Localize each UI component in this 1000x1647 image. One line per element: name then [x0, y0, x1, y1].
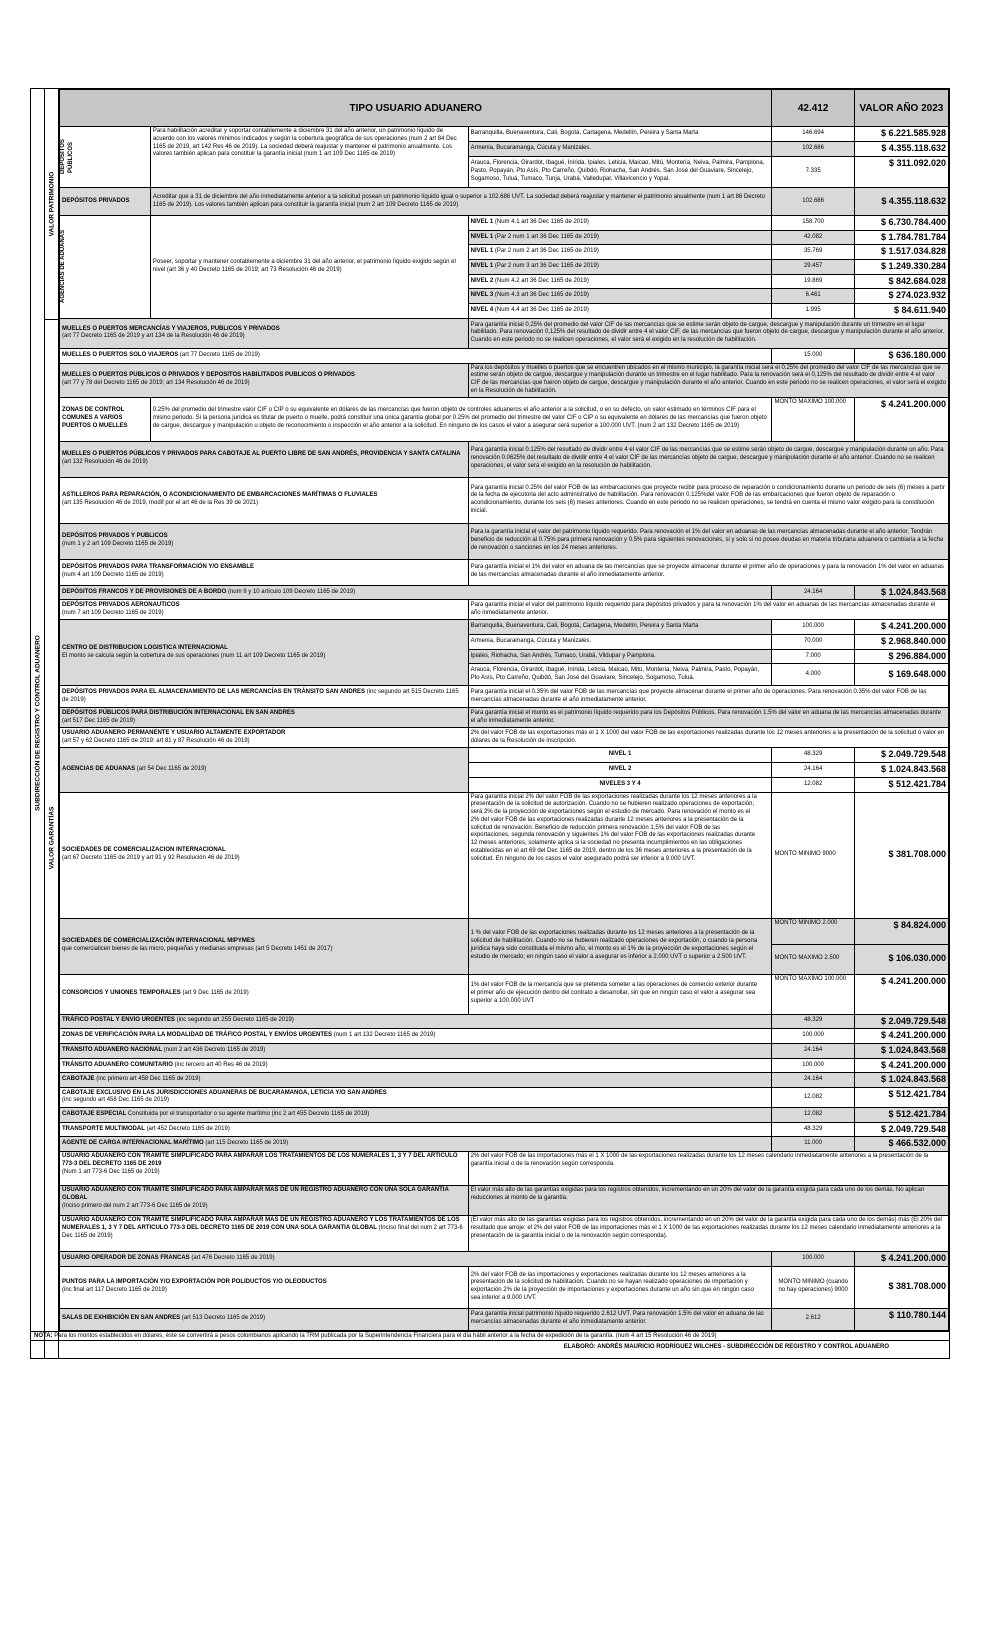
dep-priv-amt: $ 4.355.118.632	[854, 188, 948, 216]
agencias-uvt-6: 6.461	[772, 289, 854, 304]
poliductos-amt: $ 381.708.000	[854, 1266, 948, 1308]
agencias-g-nivel-1: NIVEL 1	[468, 748, 772, 763]
agencias-nivel-row-6: NIVEL 3 (Num 4.3 art 36 Dec 1165 de 2019)	[468, 289, 772, 304]
agencias-g-amt-3: $ 512.421.784	[854, 777, 948, 792]
dep-pub-amt-1: $ 6.221.585.928	[854, 127, 948, 142]
agencias-uvt-5: 19.869	[772, 274, 854, 289]
agencias-amt-4: $ 1.249.330.284	[854, 260, 948, 275]
agencias-amt-2: $ 1.784.781.784	[854, 230, 948, 245]
simple-row-6: CABOTAJE ESPECIAL Constituida por el transportador o su agente marítimo (inc 2 art 455 Decreto 1165 de 2019)	[60, 1107, 772, 1122]
agencias-uvt-3: 35.769	[772, 245, 854, 260]
dep-transf-desc: Para garantía inicial el 1% del valor en aduana de las mercancías que se proyecte almacenar durante el primer año de operaciones y para la renovación 1% del valor en aduanas de las mercancías almacenadas durante el año inmediatamente anterior.	[468, 559, 948, 585]
simple-row-1: TRÁFICO POSTAL Y ENVIO URGENTES (inc segundo art 255 Decreto 1165 de 2019)	[60, 1014, 772, 1029]
agencias-nivel-row-5: NIVEL 2 (Num 4.2 art 36 Dec 1165 de 2019)	[468, 274, 772, 289]
dep-francos-label: DEPÓSITOS FRANCOS Y DE PROVISIONES DE A BORDO (num 9 y 10 artículo 109 Decreto 1165 de 2019)	[60, 585, 772, 600]
cdli-loc-2: Armenia, Bucaramanga, Cúcuta y Manizales.	[468, 635, 772, 650]
sci-mipymes-amt-min: $ 84.824.000	[854, 918, 948, 944]
side-label-valor-patrimonio: VALOR PATRIMONIO	[45, 89, 59, 320]
simple-row-3: TRANSITO ADUANERO NACIONAL (num 2 art 436 Decreto 1165 de 2019)	[60, 1043, 772, 1058]
zonas-desc: 0.25% del promedio del trimestre valor CIF o CIP o su equivalente en dólares de las mercancías que fueron objeto de controles aduaneros el año anterior a la solicitud, o en su defecto, un valor estimado en términos CIF para el mismo periodo. Si la persona jurídica es titular de puerto o muelle, podrá constituir una única garantía global por 0.25% del promedio del trimestre del valor CIF o CIP o su equivalente en dólares de las mercancías que fueron objeto de cargue, descargue y manipulación u objeto de reconocimiento o inspección el año anterior a la solicitud. En ninguno de los casos el valor a asegurar será superior a 100.000 UVT. (num 2 art 132 Decreto 1165 de 2019)	[150, 397, 772, 441]
cabotaje-sa-desc: Para garantía inicial 0.125% del resultado de dividir entre 4 el valor CIF de las mercancías que se estime serán objeto de cargue, descargue y manipulación durante un año. Para renovación 0.0625% del resultado de dividir entre 4 el valor CIF de las mercancías objeto de cargue, descargue y manipulación durante el año anterior. Cuando no se realicen operaciones, el valor será el exigido en la resolución de habilitación.	[468, 441, 948, 477]
muelles3-label: MUELLES O PUERTOS PUBLICOS O PRIVADOS Y DEPOSITOS HABILITADOS PUBLICOS O PRIVADOS (art 77 y 78 del Decreto 1165 de 2019; art 134 Resolución 46 de 2019)	[60, 363, 469, 397]
header-title: TIPO USUARIO ADUANERO	[60, 90, 772, 127]
dep-pub-amt-3: $ 311.092.020	[854, 157, 948, 188]
simple-row-5-uvt: 24.164	[772, 1073, 854, 1088]
dep-pub-dist-label: DEPÓSITOS PÚBLICOS PARA DISTRIBUCIÓN INTERNACIONAL EN SAN ANDRES (art 517 Dec 1165 de 2019)	[60, 708, 469, 728]
consorcios-amt: $ 4.241.200.000	[854, 974, 948, 1014]
simple-row-3-amt: $ 1.024.843.568	[854, 1043, 948, 1058]
agencias-g-label: AGENCIAS DE ADUANAS (art 54 Dec 1165 de 2019)	[60, 748, 469, 792]
consorcios-label: CONSORCIOS Y UNIONES TEMPORALES (art 9 Dec 1165 de 2019)	[60, 974, 469, 1014]
simple-row-1-uvt: 48.329	[772, 1014, 854, 1029]
zonas-francas-uvt: 100.000	[772, 1252, 854, 1267]
agencias-g-nivel-2: NIVEL 2	[468, 763, 772, 778]
agencias-uvt-1: 158.700	[772, 216, 854, 231]
poliductos-label: PUNTOS PARA LA IMPORTACIÓN Y/O EXPORTACIÓN POR POLIDUCTOS Y/O OLEODUCTOS (inc final art 117 Decreto 1165 de 2019)	[60, 1266, 469, 1308]
zonas-amt: $ 4.241.200.000	[854, 397, 948, 441]
simple-row-4-amt: $ 4.241.200.000	[854, 1058, 948, 1073]
simple-row-7-uvt: 48.329	[772, 1122, 854, 1137]
simple-row-6-uvt: 12.082	[772, 1107, 854, 1122]
simple-row-8: AGENTE DE CARGA INTERNACIONAL MARÍTIMO (art 115 Decreto 1165 de 2019)	[60, 1137, 772, 1152]
agencias-desc: Poseer, soportar y mantener contablemente a diciembre 31 del año anterior, el patrimonio líquido exigido según el nivel (art 36 y 40 Decreto 1165 de 2019; art 73 Resolución 46 de 2019)	[150, 216, 468, 319]
cdli-loc-1: Barranquilla, Buenaventura, Cali, Bogotá, Cartagena, Medellín, Pereira y Santa Marta	[468, 620, 772, 635]
agencias-amt-3: $ 1.517.034.828	[854, 245, 948, 260]
header-valor: VALOR AÑO 2023	[854, 90, 948, 127]
muelles2-uvt: 15.000	[772, 348, 854, 363]
agencias-amt-6: $ 274.023.932	[854, 289, 948, 304]
zonas-uvt: MONTO MAXIMO 100.000	[772, 397, 854, 441]
dep-priv-pub-desc: Para la garantía inicial el valor del patrimonio líquido requerido. Para renovación el 1% del valor en aduanas de las mercancías almacenadas durante el año anterior. Tendrán beneficio de reducción al 0.75% para primera renovación y 0.5% para siguientes renovaciones, si y solo si no posee deudas en materia tributaria aduanera o cambiaria a la fecha de renovación o sanciones en los 24 meses anteriores.	[468, 523, 948, 559]
agencias-uvt-4: 29.457	[772, 260, 854, 275]
uap-label: USUARIO ADUANERO PERMANENTE Y USUARIO ALTAMENTE EXPORTADOR (art 57 y 62 Decreto 1165 de 2019; art 81 y 87 Resolución 46 de 2019)	[60, 728, 469, 748]
astilleros-label: ASTILLEROS PARA REPARACIÓN, O ACONDICIONAMIENTO DE EMBARCACIONES MARÍTIMAS O FLUVIALES (art 135 Resolución 46 de 2019, modif por el art 46 de la Res 39 de 2021)	[60, 477, 469, 523]
dep-pub-label-cell	[60, 127, 151, 188]
agencias-amt-7: $ 84.611.940	[854, 304, 948, 319]
dep-pub-dist-desc: Para garantía inicial el monto es el patrimonio líquido requerido para los Depósitos Públicos. Para renovación 1.5% del valor en aduana de las mercancías almacenadas durante el año inmediatamente anterior.	[468, 708, 948, 728]
cdli-amt-2: $ 2.968.840.000	[854, 635, 948, 650]
zonas-label: ZONAS DE CONTROL COMUNES A VARIOS PUERTOS O MUELLES	[60, 397, 151, 441]
agencias-nivel-row-4: NIVEL 1 (Par 2 num 3 art 36 Dec 1165 de 2019)	[468, 260, 772, 275]
simple-row-2-uvt: 100.000	[772, 1029, 854, 1044]
dep-priv-uvt: 102.686	[772, 188, 854, 216]
cab-excl-label: CABOTAJE EXCLUSIVO EN LAS JURISDICCIONES ADUANERAS DE BUCARAMANGA, LETICIA Y/O SAN ANDRES (inc segundo art 458 Dec 1165 de 2019)	[60, 1087, 772, 1107]
dep-pub-uvt-1: 146.694	[772, 127, 854, 142]
dep-pub-uvt-3: 7.335	[772, 157, 854, 188]
sci-amt: $ 381.708.000	[854, 792, 948, 918]
simple-row-2: ZONAS DE VERIFICACIÓN PARA LA MODALIDAD DE TRÁFICO POSTAL Y ENVÍOS URGENTES (num 1 art 132 Decreto 1165 de 2019)	[60, 1029, 772, 1044]
muelles2-label: MUELLES O PUERTOS SOLO VIAJEROS (art 77 Decreto 1165 de 2019)	[60, 348, 772, 363]
agencias-g-amt-1: $ 2.049.729.548	[854, 748, 948, 763]
simp1-desc: 2% del valor FOB de las importaciones más el 1 X 1000 de las exportaciones realizadas durante los 12 meses calendario inmediatamente anteriores a la presentación de la garantía inicial o de la renovación según corresponda.	[468, 1152, 948, 1186]
dep-pub-loc-3: Arauca, Florencia, Girardot, Ibagué, Inírida, Ipiales, Leticia, Maicao, Mitú, Montería, Neiva, Palmira, Pamplona, Pasto, Popayán, Pto Asís, Pto Carreño, Quibdó, Riohacha, San Andrés, San José del Guaviare, Sincelejo, Sogamoso, Tuluá, Tumaco, Tunja, Urabá, Valledupar, Villavicencio y Yopal.	[468, 157, 772, 188]
simple-row-8-amt: $ 466.532.000	[854, 1137, 948, 1152]
consorcios-uvt: MONTO MAXIMO 100.000	[772, 974, 854, 1014]
dep-francos-amt: $ 1.024.843.568	[854, 585, 948, 600]
cdli-uvt-2: 70.000	[772, 635, 854, 650]
cdli-amt-3: $ 296.884.000	[854, 649, 948, 664]
simp3-label: USUARIO ADUANERO CON TRAMITE SIMPLIFICADO PARA AMPARAR MAS DE UN REGISTRO ADUANERO Y LOS TRATAMIENTOS DE LOS NUMERALES 1, 3 Y 7 DEL ARTICULO 773-3 DEL DECRETO 1165 DE 2019 CON UNA SOLA GARANTIA GLOBAL (Inciso final del num 2 art 773-6 Dec 1165 de 2019)	[60, 1216, 469, 1252]
dep-transito-label: DEPÓSITOS PRIVADOS PARA EL ALMACENAMIENTO DE LAS MERCANCÍAS EN TRÁNSITO SAN ANDRES (inc segundo art 515 Decreto 1165 de 2019)	[60, 686, 469, 708]
salas-amt: $ 110.780.144	[854, 1308, 948, 1330]
simple-row-7-amt: $ 2.049.729.548	[854, 1122, 948, 1137]
dep-transf-label: DEPÓSITOS PRIVADOS PARA TRANSFORMACIÓN Y/O ENSAMBLE (num 4 art 109 Decreto 1165 de 2019)	[60, 559, 469, 585]
simple-row-4: TRÁNSITO ADUANERO COMUNITARIO (inc tercero art 40 Res 46 de 2019)	[60, 1058, 772, 1073]
sci-uvt: MONTO MINIMO 9000	[772, 792, 854, 918]
sci-mipymes-desc: 1 % del valor FOB de las exportaciones realizadas durante los 12 meses anteriores a la presentación de la solicitud de habilitación. Cuando no se hubieren realizado operaciones de exportación, o cuando la persona jurídica haya sido constituida el mismo año, el monto es el 1% de la proyección de exportaciones según el estudio de mercado; en ningún caso el valor a asegurar es inferior a 2.000 UVT o superior a 2.500 UVT.	[468, 918, 772, 974]
agencias-amt-5: $ 842.684.028	[854, 274, 948, 289]
dep-pub-amt-2: $ 4.355.118.632	[854, 142, 948, 157]
muelles3-desc: Para los depósitos y muelles o puertos que se encuentren ubicados en el mismo municipio, la garantía inicial será el 0,25% del promedio del valor CIF de las mercancías que se estime serán objeto de cargue, descargue y manipulación durante un trimestre en el lugar habilitado. Para la renovación será el 0,125% del resultado de dividir entre 4 el valor CIF de las mercancías que fueron objeto de cargue, descargue y manipulación durante el año anterior. Cuando en este periodo no se realicen operaciones, el valor será el exigido en la Resolución de habilitación.	[468, 363, 948, 397]
zonas-francas-label: USUARIO OPERADOR DE ZONAS FRANCAS (art 476 Decreto 1165 de 2019)	[60, 1252, 772, 1267]
sci-mipymes-uvt-max: MONTO MAXIMO 2.500	[772, 944, 854, 974]
side-label-subdireccion: SUBDIRECCIÓN DE REGISTRO Y CONTROL ADUANERO	[31, 89, 45, 1358]
simple-row-3-uvt: 24.164	[772, 1043, 854, 1058]
simp2-desc: El valor más alto de las garantías exigidas para los registros obtenidos, incrementando en un 20% del valor de la garantía exigida para cada uno de los demás. No aplican reducciones al monto de la garantía.	[468, 1186, 948, 1216]
agencias-nivel-row-2: NIVEL 1 (Par 2 num 1 art 36 Dec 1165 de 2019)	[468, 230, 772, 245]
simple-row-7: TRANSPORTE MULTIMODAL (art 452 Decreto 1165 de 2019)	[60, 1122, 772, 1137]
agencias-uvt-7: 1.995	[772, 304, 854, 319]
cdli-loc-3: Ipiales, Riohacha, San Andrés, Tumaco, Urabá, Vildupar y Pamplona.	[468, 649, 772, 664]
dep-priv-pub-label: DEPÓSITOS PRIVADOS Y PUBLICOS (num 1 y 2 art 109 Decreto 1165 de 2019)	[60, 523, 469, 559]
agencias-amt-1: $ 6.730.784.400	[854, 216, 948, 231]
salas-uvt: 2.612	[772, 1308, 854, 1330]
astilleros-desc: Para garantía inicial 0.25% del valor FOB de las embarcaciones que proyecte recibir para proceso de reparación o condicionamiento durante un periodo de seis (6) meses a partir de la fecha de ejecutoria del acto administrativo de habilitación. Para renovación 0.125%del valor FOB de las embarcaciones que fueron objeto de reparación o acondicionamiento, durante los seis (6) meses anteriores. Cuando en este periodo no se realicen operaciones, se tendrá en cuenta el mismo valor exigido para la constitución inicial.	[468, 477, 948, 523]
footer-elaboro: ELABORÓ: ANDRÉS MAURICIO RODRÍGUEZ WILCHES - SUBDIRECCIÓN DE REGISTRO Y CONTROL ADUANERO	[31, 1340, 949, 1358]
agencias-label: AGENCIAS DE ADUANAS	[60, 230, 66, 304]
sci-mipymes-label: SOCIEDADES DE COMERCIALIZACIÓN INTERNACIONAL MIPYMES que comercialicen bienes de las micro, pequeñas y medianas empresas (art 5 Decreto 1451 de 2017)	[60, 918, 469, 974]
cabotaje-sa-label: MUELLES O PUERTOS PÚBLICOS Y PRIVADOS PARA CABOTAJE AL PUERTO LIBRE DE SAN ANDRÉS, PROVIDENCIA Y SANTA CATALINA (art 132 Resolución 46 de 2019)	[60, 441, 469, 477]
poliductos-desc: 2% del valor FOB de las importaciones y exportaciones realizadas durante los 12 meses anteriores a la presentación de la solicitud de habilitación. Cuando no se hayan realizado operaciones de importación y exportación 2% de la proyección de importaciones y exportaciones durante un año sin que en ningún caso sea inferior a 9.000 UVT.	[468, 1266, 772, 1308]
muelles1-desc: Para garantía inicial 0,25% del promedio del valor CIF de las mercancías que se estime serán objeto de cargue, descargue y manipulación durante un trimestre en el lugar habilitado. Para renovación 0,125% del resultado de dividir entre 4 el valor CIF, de las mercancías que fueron objeto de cargue, descargue y manipulación durante el año anterior. Cuando en este periodo no se realicen operaciones, el valor será el exigido en la resolución de habilitación.	[468, 318, 948, 348]
sci-mipymes-amt-max: $ 106.030.000	[854, 944, 948, 974]
dep-priv-desc: Acreditar que a 31 de diciembre del año inmediatamente anterior a la solicitud posean un patrimonio líquido igual o superior a 102.686 UVT. La sociedad deberá reajustar y mantener el patrimonio anualmente (num 1 art 86 Decreto 1165 de 2019). Los valores también aplican para constituir la garantía inicial (num 2 art 109 Decreto 1165 de 2019)	[150, 188, 772, 216]
dep-francos-uvt: 24.164	[772, 585, 854, 600]
dep-pub-loc-2: Armenia, Bucaramanga, Cúcuta y Manizales.	[468, 142, 772, 157]
cdli-uvt-1: 100.000	[772, 620, 854, 635]
dep-pub-uvt-2: 102.686	[772, 142, 854, 157]
cdli-loc-4: Arauca, Florencia, Girardot, Ibagué, Inírida, Leticia, Maicao, Mitú, Montería, Neiva, Palmira, Pasto, Popayán, Pto Asís, Pto Carreño, Quibdó, San José del Guaviare, Sincelejo, Sogamoso, Tuluá.	[468, 664, 772, 686]
sci-desc: Para garantía inicial 2% del valor FOB de las exportaciones realizadas durante los 12 meses anteriores a la presentación de la solicitud de autorización. Cuando no se hubieren realizado operaciones de exportación, será 2% de la proyección de exportaciones según el estudio de mercado. Para renovación el monto es el 2% del valor FOB de las exportaciones realizadas durante 12 meses anteriores a la presentación de la solicitud de renovación. Beneficio de reducción primera renovación 1,5% del valor FOB de las exportaciones, segunda renovación y siguientes 1% del valor FOB de las exportaciones realizadas durante 12 meses anteriores, solamente aplica si la sociedad no presenta incumplimientos en las obligaciones establecidas en el art 69 del Dec 1165 de 2019, dentro de los 36 meses anteriores a la presentación de la solicitud. En ninguno de los casos el valor asegurado podrá ser inferior a 9.000 UVT.	[468, 792, 772, 918]
agencias-g-uvt-2: 24.164	[772, 763, 854, 778]
simple-row-4-uvt: 100.000	[772, 1058, 854, 1073]
simple-row-5-amt: $ 1.024.843.568	[854, 1073, 948, 1088]
agencias-label-cell	[60, 216, 151, 319]
sci-mipymes-uvt-min: MONTO MINIMO 2.000	[772, 918, 854, 944]
agencias-nivel-row-1: NIVEL 1 (Num 4.1 art 36 Dec 1165 de 2019)	[468, 216, 772, 231]
simp2-label: USUARIO ADUANERO CON TRAMITE SIMPLIFICADO PARA AMPARAR MAS DE UN REGISTRO ADUANERO CON UNA SOLA GARANTIA GLOBAL (Inciso primero del num 2 art 773-6 Dec 1165 de 2019)	[60, 1186, 469, 1216]
salas-label: SALAS DE EXHIBICIÓN EN SAN ANDRES (art 513 Decreto 1165 de 2019)	[60, 1308, 469, 1330]
dep-pub-label: DEPÓSITOS PÚBLICOS	[60, 139, 74, 175]
simple-row-8-uvt: 11.000	[772, 1137, 854, 1152]
poliductos-uvt: MONTO MINIMO (cuando no hay operaciones) 9000	[772, 1266, 854, 1308]
sci-label: SOCIEDADES DE COMERCIALIZACION INTERNACIONAL (art 67 Decreto 1165 de 2019 y art 91 y 92 Resolución 46 de 2019)	[60, 792, 469, 918]
simple-row-6-amt: $ 512.421.784	[854, 1107, 948, 1122]
consorcios-desc: 1% del valor FOB de la mercancía que se pretenda someter a las operaciones de comercio exterior durante el primer año de ejecución dentro del contrato a desarrollar, sin que en ningún caso el valor a asegurar sea superior a 100.000 UVT	[468, 974, 772, 1014]
simple-row-1-amt: $ 2.049.729.548	[854, 1014, 948, 1029]
uap-desc: 2% del valor FOB de las exportaciones más el 1 X 1000 del valor FOB de las exportaciones realizadas durante los 12 meses anteriores a la presentación de la solicitud ó valor en dólares de la Resolución de inscripción.	[468, 728, 948, 748]
cdli-amt-1: $ 4.241.200.000	[854, 620, 948, 635]
zonas-francas-amt: $ 4.241.200.000	[854, 1252, 948, 1267]
agencias-g-amt-2: $ 1.024.843.568	[854, 763, 948, 778]
dep-aero-label: DEPÓSITOS PRIVADOS AERONAUTICOS (num 7 art 109 Decreto 1165 de 2019)	[60, 600, 469, 620]
dep-pub-desc: Para habilitación acreditar y soportar contablemente a diciembre 31 del año anterior, un patrimonio líquido de acuerdo con los valores mínimos indicados y según la cobertura geográfica de sus operaciones (num 2 art 84 Dec 1165 de 2019, art 142 Res 46 de 2019). La sociedad deberá reajustar y mantener el patrimonio anualmente. Los valores también aplican para constituir la garantía inicial (num 1 art 109 Dec 1165 de 2019)	[150, 127, 468, 188]
agencias-nivel-row-7: NIVEL 4 (Num 4.4 art 36 Dec 1165 de 2019)	[468, 304, 772, 319]
dep-priv-label: DEPÓSITOS PRIVADOS	[60, 188, 151, 216]
muelles1-label: MUELLES O PUERTOS MERCANCÍAS Y VIAJEROS, PUBLICOS Y PRIVADOS (art 77 Decreto 1165 de 2019 y art 134 de la Resolución 46 de 2019)	[60, 318, 469, 348]
simp3-desc: (El valor más alto de las garantías exigidas para los registros obtenidos, incrementando en un 20% del valor de la garantía exigida para cada uno de los demás) más (El 20% del resultado que arroje: el 2% del valor FOB de las importaciones más el 1 X 1000 de las exportaciones realizadas durante los 12 meses calendario inmediatamente anteriores a la presentación de la garantía inicial o de la renovación según corresponda).	[468, 1216, 948, 1252]
dep-pub-loc-1: Barranquilla, Buenaventura, Cali, Bogotá, Cartagena, Medellín, Pereira y Santa Marta	[468, 127, 772, 142]
cab-excl-amt: $ 512.421.784	[854, 1087, 948, 1107]
agencias-uvt-2: 42.082	[772, 230, 854, 245]
agencias-g-nivel-3: NIVELES 3 Y 4	[468, 777, 772, 792]
guarantees-table-sheet	[30, 88, 950, 1359]
salas-desc: Para garantía inicial patrimonio líquido requerido 2.612 UVT. Para renovación 1,5% del valor en aduana de las mercancías almacenadas durante el año inmediatamente anterior.	[468, 1308, 772, 1330]
cdli-label: CENTRO DE DISTRIBUCION LOGISTICA INTERNACIONAL El monto se calcula según la cobertura de sus operaciones (num 11 art 109 Decreto 1165 de 2019)	[60, 620, 469, 686]
cdli-amt-4: $ 169.648.000	[854, 664, 948, 686]
dep-transito-desc: Para garantía inicial el 0.35% del valor FOB de las mercancías que proyecte almacenar durante el primer año de operaciones. Para renovación 0.35% del valor FOB de las mercancías almacenadas durante el año inmediatamente anterior.	[468, 686, 948, 708]
footer-note: NOTA: Para los montos establecidos en dólares, éste se convertirá a pesos colombianos aplicando la TRM publicada por la Superintendencia Financiera para el día hábil anterior a la fecha de expedición de la garantía. (num 4 art 15 Resolución 46 de 2019)	[31, 1331, 949, 1340]
cdli-uvt-4: 4.000	[772, 664, 854, 686]
simple-row-2-amt: $ 4.241.200.000	[854, 1029, 948, 1044]
header-uvt: 42.412	[772, 90, 854, 127]
cab-excl-uvt: 12.082	[772, 1087, 854, 1107]
simp1-label: USUARIO ADUANERO CON TRAMITE SIMPLIFICADO PARA AMPARAR LOS TRATAMIENTOS DE LOS NUMERALES 1, 3 Y 7 DEL ARTICULO 773-3 DEL DECRETO 1165 DE 2019 (Num 1 art 773-6 Dec 1165 de 2019)	[60, 1152, 469, 1186]
muelles2-amt: $ 636.180.000	[854, 348, 948, 363]
agencias-g-uvt-1: 48.329	[772, 748, 854, 763]
cdli-uvt-3: 7.000	[772, 649, 854, 664]
table-grid	[59, 89, 949, 1331]
simple-row-5: CABOTAJE (inc primero art 458 Dec 1165 de 2019)	[60, 1073, 772, 1088]
side-label-valor-garantias: VALOR GARANTÍAS	[45, 319, 59, 1358]
dep-aero-desc: Para garantía inicial el valor del patrimonio líquido requerido para depósitos privados y para la renovación 1% del valor en aduanas de las mercancías almacenadas durante el año inmediatamente anterior.	[468, 600, 948, 620]
agencias-g-uvt-3: 12.082	[772, 777, 854, 792]
agencias-nivel-row-3: NIVEL 1 (Par 2 num 2 art 36 Dec 1165 de 2019)	[468, 245, 772, 260]
